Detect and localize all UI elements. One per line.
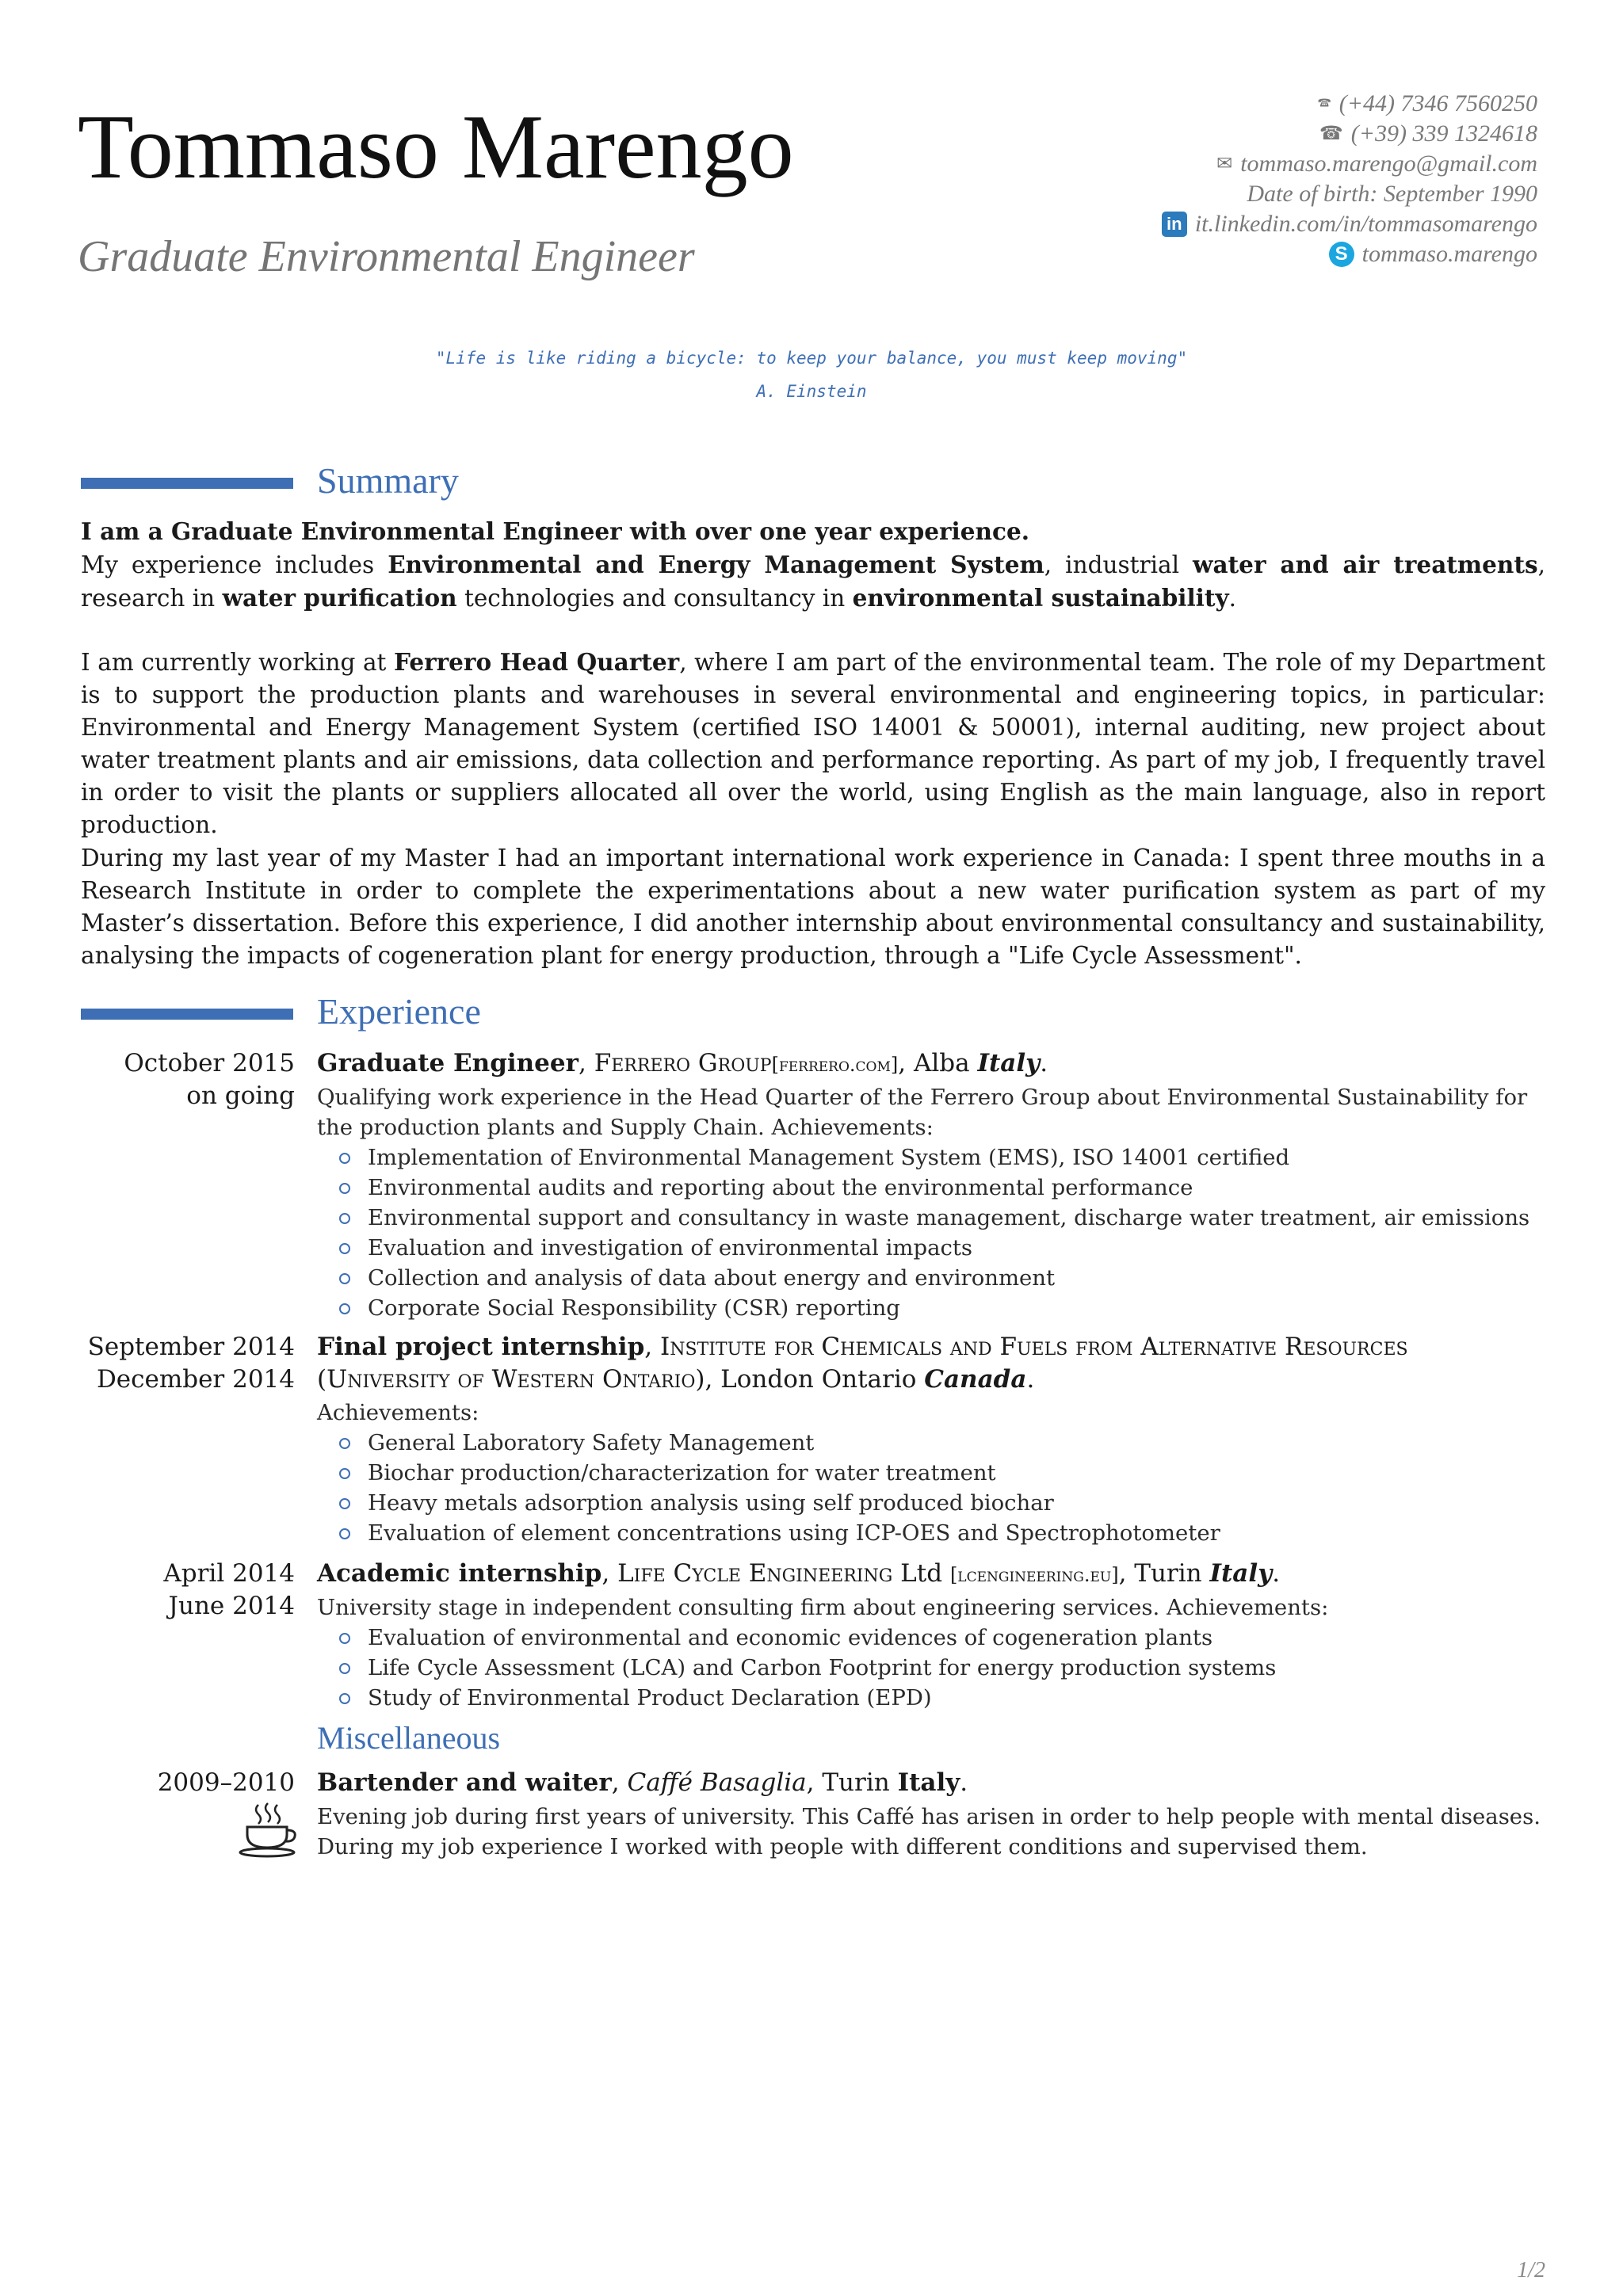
achievements-list bbox=[317, 1623, 1547, 1713]
list-item: Environmental support and consultancy in waste management, discharge water treatment, air emissions bbox=[317, 1203, 1547, 1233]
list-item: Biochar production/characterization for water treatment bbox=[317, 1458, 1547, 1488]
achievements-list bbox=[317, 1428, 1547, 1548]
entry-date: September 2014 December 2014 bbox=[87, 1333, 295, 1394]
summary-paragraph-3: During my last year of my Master I had an important international work experience in Canada: I spent three mouths in a Research Institute in order to complete the experimentations about a new water purification system as part of my Master’s dissertation. Before this experience, I did another internship about environmental consultancy and sustainability, analysing the impacts of cogeneration plant for energy production, through a "Life Cycle Assessment". bbox=[81, 845, 1545, 969]
entry-heading: Final project internship, Institute for Chemicals and Fuels from Alternative Resources (University of Western Ontario), London Ontario Canada. bbox=[317, 1333, 1408, 1394]
contact-birthdate: Date of birth: September 1990 bbox=[1247, 181, 1537, 207]
achievements-list bbox=[317, 1142, 1547, 1323]
entry-description: Achievements: General Laboratory Safety Management Biochar production/characterization for water treatment Heavy metals adsorption analysis using self produced biochar Evaluation of element concentrations using ICP-OES and Spectrophotometer bbox=[317, 1398, 1547, 1548]
contact-skype[interactable]: S tommaso.marengo bbox=[983, 239, 1537, 269]
contact-email[interactable]: ✉ tommaso.marengo@gmail.com bbox=[983, 149, 1537, 179]
summary-paragraph-2: I am currently working at Ferrero Head Quarter, where I am part of the environmental team. The role of my Department is to support the production plants and warehouses in several environmental and engineering topics, in particular: Environmental and Energy Management System (certified ISO 14001 & 50001), internal auditing, new project about water treatment plants and air emissions, data collection and performance reporting. As part of my job, I frequently travel in order to visit the plants or suppliers allocated all over the world, using English as the main language, also in report production. bbox=[81, 648, 1545, 838]
miscellaneous-heading: Miscellaneous bbox=[317, 1720, 501, 1756]
mobile-phone-icon: 🕿 bbox=[1317, 93, 1331, 114]
entry-date: 2009–2010 bbox=[157, 1768, 295, 1797]
summary-heading: Summary bbox=[317, 460, 459, 501]
coffee-cup-icon bbox=[236, 1802, 300, 1859]
list-item: Collection and analysis of data about energy and environment bbox=[317, 1263, 1547, 1293]
list-item: Life Cycle Assessment (LCA) and Carbon Footprint for energy production systems bbox=[317, 1653, 1547, 1683]
contact-linkedin[interactable]: in it.linkedin.com/in/tommasomarengo bbox=[983, 209, 1537, 239]
phone-icon: ☎ bbox=[1319, 124, 1343, 144]
summary-bar bbox=[81, 478, 293, 489]
entry-description: Qualifying work experience in the Head Quarter of the Ferrero Group about Environmental Sustainability for the production plants and Supply Chain. Achievements: Implementation of Environmental Management System (EMS), ISO 14001 certified Environmental audits and reporting about the environmental performance Environmental support and consultancy in waste management, discharge water treatment, air emissions Evaluation and investigation of environmental impacts Collection and analysis of data about energy and environment Corporate Social Responsibility (CSR) reporting bbox=[317, 1082, 1547, 1323]
list-item: Evaluation of element concentrations using ICP-OES and Spectrophotometer bbox=[317, 1518, 1547, 1548]
experience-bar bbox=[81, 1009, 293, 1020]
entry-date: April 2014 June 2014 bbox=[163, 1559, 295, 1620]
lcengineering-link[interactable]: [lcengineering.eu] bbox=[949, 1564, 1119, 1586]
linkedin-icon: in bbox=[1162, 212, 1187, 237]
ferrero-link[interactable]: [ferrero.com] bbox=[771, 1054, 899, 1076]
list-item: General Laboratory Safety Management bbox=[317, 1428, 1547, 1458]
list-item: Environmental audits and reporting about the environmental performance bbox=[317, 1173, 1547, 1203]
summary-paragraph-1: I am a Graduate Environmental Engineer with over one year experience. My experience includes Environmental and Energy Management System, industrial water and air treatments, research in water purification technologies and consultancy in environmental sustainability. bbox=[81, 517, 1545, 612]
contact-mobile: 🕿 (+44) 7346 7560250 bbox=[983, 89, 1537, 119]
quote-text: "Life is like riding a bicycle: to keep your balance, you must keep moving" bbox=[435, 349, 1188, 368]
page-number: 1/2 bbox=[1517, 2258, 1545, 2283]
contact-phone: ☎ (+39) 339 1324618 bbox=[983, 119, 1537, 149]
entry-heading: Graduate Engineer, Ferrero Group[ferrero.com], Alba Italy. bbox=[317, 1049, 1048, 1077]
skype-icon: S bbox=[1329, 242, 1354, 267]
entry-description: Evening job during first years of university. This Caffé has arisen in order to help people with mental diseases. During my job experience I worked with people with different conditions and supervised them. bbox=[317, 1804, 1541, 1859]
candidate-name: Tommaso Marengo bbox=[78, 97, 794, 198]
envelope-icon: ✉ bbox=[1216, 154, 1233, 174]
quote-author: A. Einstein bbox=[756, 382, 867, 401]
list-item: Evaluation and investigation of environmental impacts bbox=[317, 1233, 1547, 1263]
entry-heading: Academic internship, Life Cycle Engineering Ltd [lcengineering.eu], Turin Italy. bbox=[317, 1559, 1281, 1588]
experience-heading: Experience bbox=[317, 991, 481, 1032]
list-item: Implementation of Environmental Management System (EMS), ISO 14001 certified bbox=[317, 1142, 1547, 1173]
candidate-title: Graduate Environmental Engineer bbox=[78, 232, 695, 281]
list-item: Study of Environmental Product Declaration (EPD) bbox=[317, 1683, 1547, 1713]
entry-description: University stage in independent consulting firm about engineering services. Achievements: Evaluation of environmental and economic evidences of cogeneration plants Life Cycle Assessment (LCA) and Carbon Footprint for energy production systems Study of Environmental Product Declaration (EPD) bbox=[317, 1592, 1547, 1713]
list-item: Evaluation of environmental and economic evidences of cogeneration plants bbox=[317, 1623, 1547, 1653]
entry-heading: Bartender and waiter, Caffé Basaglia, Turin Italy. bbox=[317, 1768, 968, 1797]
list-item: Corporate Social Responsibility (CSR) reporting bbox=[317, 1293, 1547, 1323]
contact-block bbox=[983, 89, 1537, 269]
entry-date: October 2015 on going bbox=[124, 1049, 295, 1110]
list-item: Heavy metals adsorption analysis using self produced biochar bbox=[317, 1488, 1547, 1518]
